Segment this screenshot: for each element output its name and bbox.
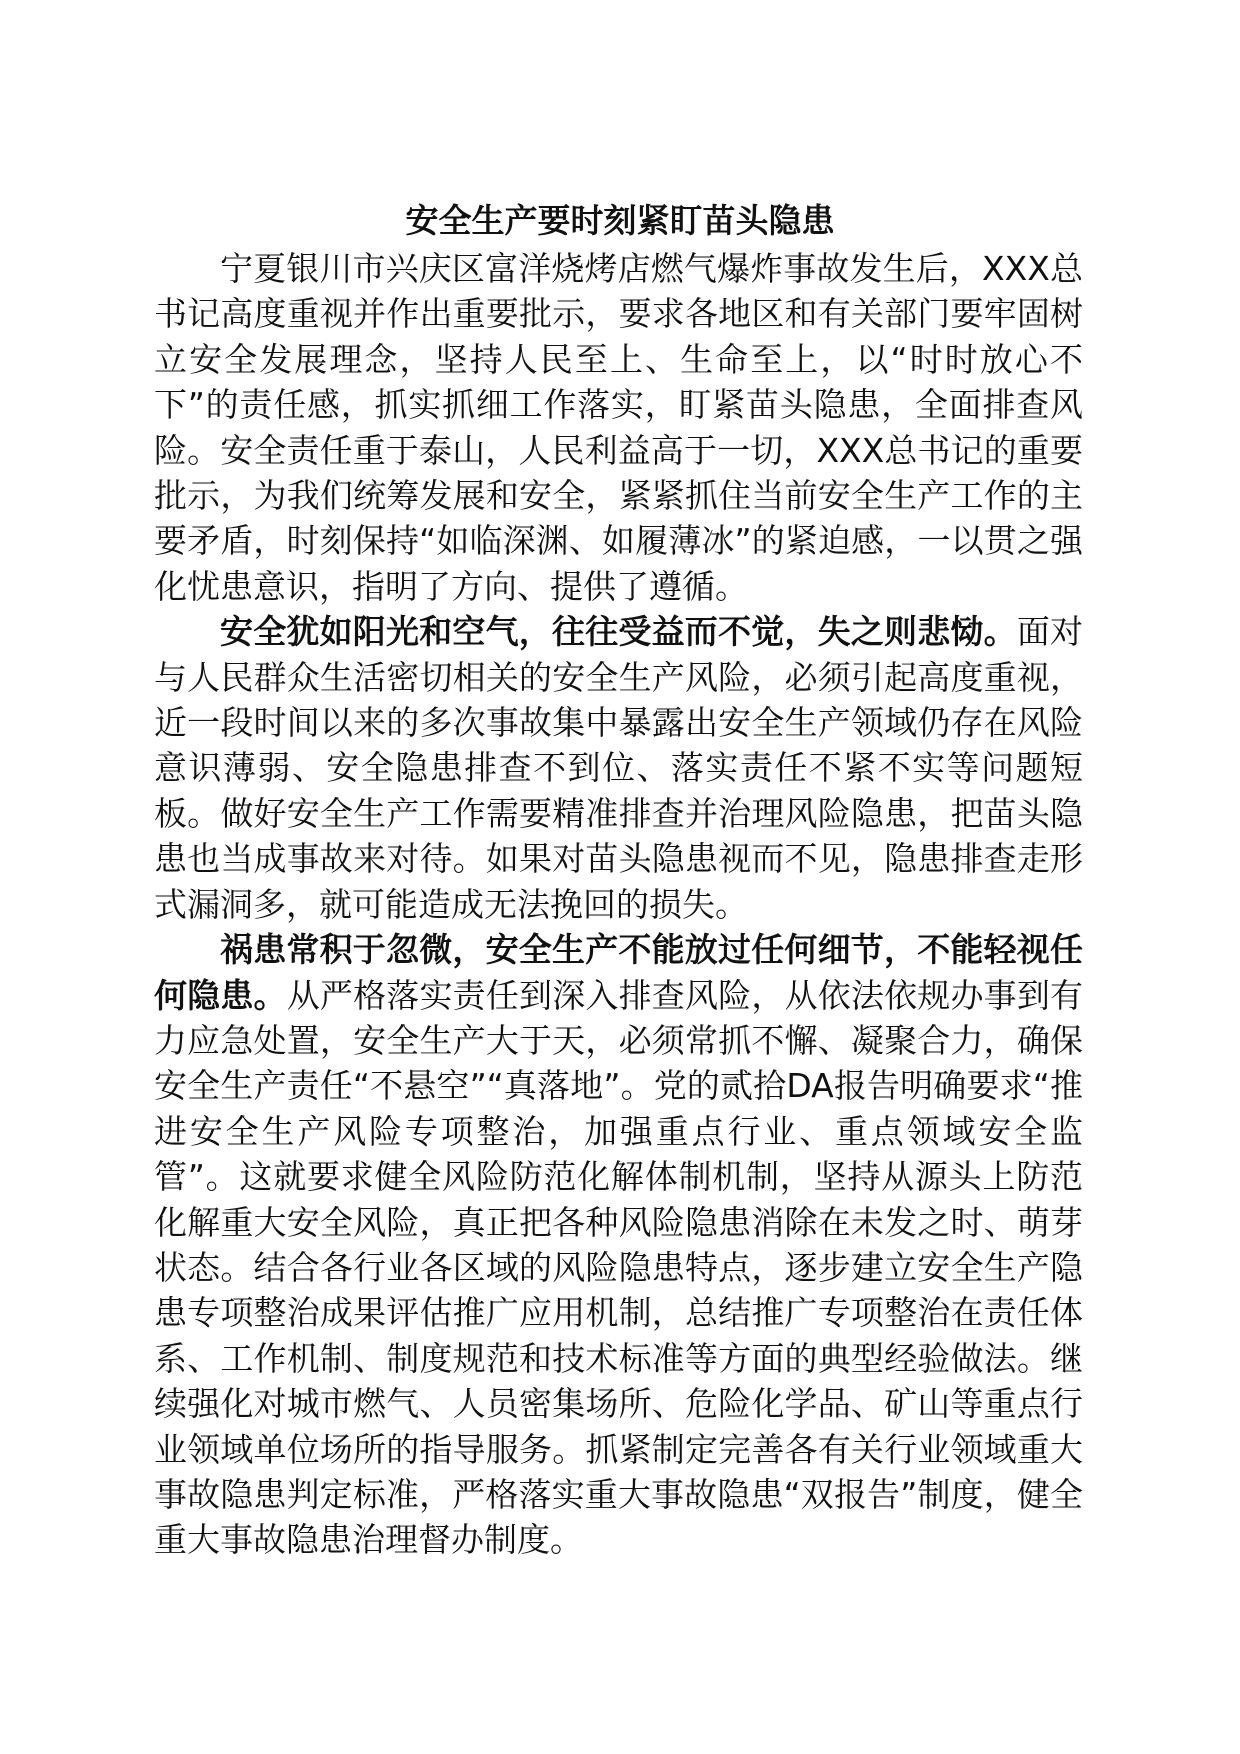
- paragraph-text: 宁夏银川市兴庆区富洋烧烤店燃气爆炸事故发生后，XXX总书记高度重视并作出重要批示，要求各地区和有关部门要牢固树立安全发展理念，坚持人民至上、生命至上，以“时时放心不下”的责任感，抓实抓细工作落实，盯紧苗头隐患，全面排查风险。安全责任重于泰山，人民利益高于一切，XXX总书记的重要批示，为我们统筹发展和安全，紧紧抓住当前安全生产工作的主要矛盾，时刻保持“如临深渊、如履薄冰”的紧迫感，一以贯之强化忧患意识，指明了方向、提供了遵循。: [154, 249, 1083, 606]
- document-body: [154, 246, 1083, 1563]
- paragraph-3: [154, 927, 1083, 1563]
- document-title: 安全生产要时刻紧盯苗头隐患: [405, 201, 835, 240]
- paragraph-lead: 安全犹如阳光和空气，往往受益而不觉，失之则悲恸。: [220, 612, 1017, 652]
- paragraph-2: [154, 609, 1083, 927]
- paragraph-text: 从严格落实责任到深入排查风险，从依法依规办事到有力应急处置，安全生产大于天，必须常抓不懈、凝聚合力，确保安全生产责任“不悬空”“真落地”。党的贰拾DA报告明确要求“推进安全生产风险专项整治，加强重点行业、重点领域安全监管”。这就要求健全风险防范化解体制机制，坚持从源头上防范化解重大安全风险，真正把各种风险隐患消除在未发之时、萌芽状态。结合各行业各区域的风险隐患特点，逐步建立安全生产隐患专项整治成果评估推广应用机制，总结推广专项整治在责任体系、工作机制、制度规范和技术标准等方面的典型经验做法。继续强化对城市燃气、人员密集场所、危险化学品、矿山等重点行业领域单位场所的指导服务。抓紧制定完善各有关行业领域重大事故隐患判定标准，严格落实重大事故隐患“双报告”制度，健全重大事故隐患治理督办制度。: [154, 975, 1084, 1560]
- paragraph-lead: 祸患常积于忽微，安全生产不能放过任何细节，不能轻视任何隐患。: [154, 930, 1083, 1015]
- paragraph-1: [154, 246, 1083, 609]
- paragraph-text: 面对与人民群众生活密切相关的安全生产风险，必须引起高度重视，近一段时间以来的多次事故集中暴露出安全生产领域仍存在风险意识薄弱、安全隐患排查不到位、落实责任不紧不实等问题短板。做好安全生产工作需要精准排查并治理风险隐患，把苗头隐患也当成事故来对待。如果对苗头隐患视而不见，隐患排查走形式漏洞多，就可能造成无法挽回的损失。: [154, 612, 1084, 924]
